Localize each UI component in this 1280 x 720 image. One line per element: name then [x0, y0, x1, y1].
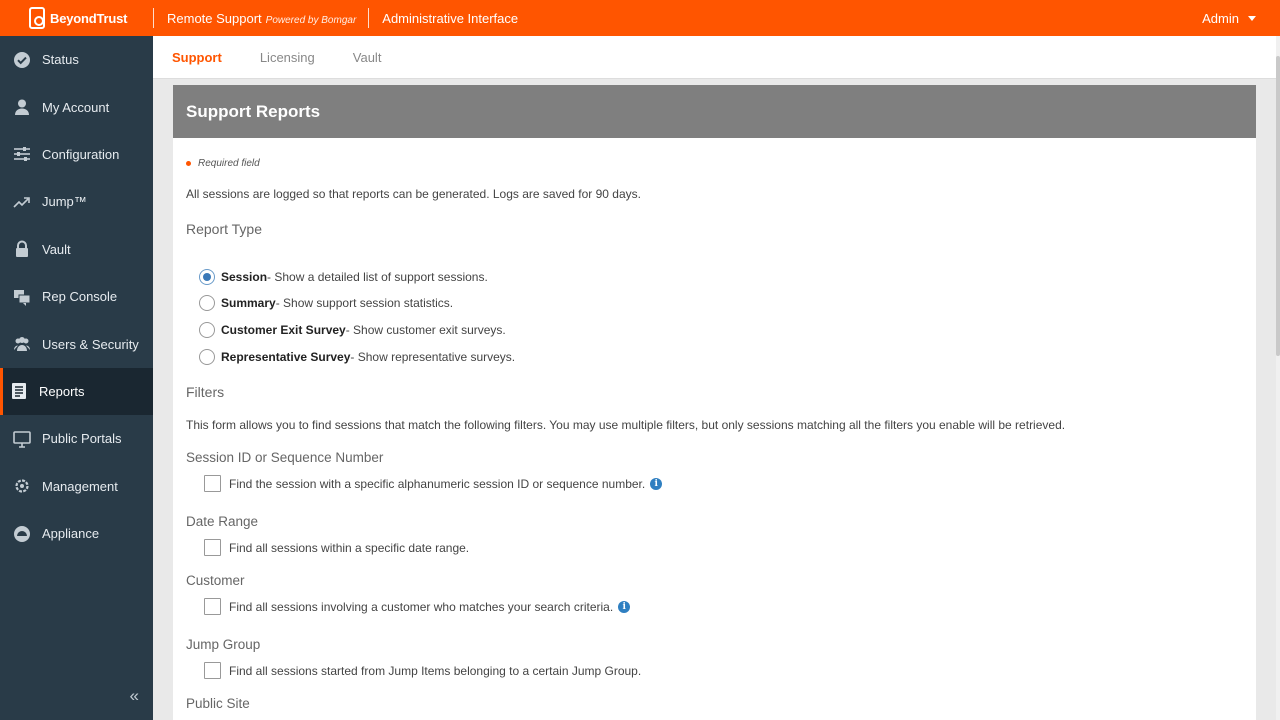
appliance-icon: [13, 525, 31, 543]
sidebar-item-label: Users & Security: [42, 336, 139, 352]
report-type-name: Representative Survey: [221, 350, 351, 364]
report-type-customer-exit-survey[interactable]: [199, 322, 506, 338]
sidebar-item-label: Reports: [39, 383, 85, 399]
filter-heading-date-range: Date Range: [186, 514, 259, 529]
filter-heading-jump-group: Jump Group: [186, 637, 261, 652]
radio-summary[interactable]: [199, 295, 215, 311]
sidebar-item-public-portals[interactable]: [0, 415, 153, 462]
required-dot-icon: [186, 161, 191, 166]
sidebar-item-users-security[interactable]: [0, 320, 153, 367]
filter-label: Find all sessions involving a customer who matches your search criteria.: [229, 599, 614, 614]
sidebar-item-label: Rep Console: [42, 289, 118, 305]
filters-heading: Filters: [186, 384, 225, 400]
report-type-name: Session: [221, 270, 268, 284]
required-note-text: Required field: [198, 158, 260, 169]
sidebar: [0, 36, 153, 720]
report-type-desc: - Show a detailed list of support sessions.: [267, 270, 488, 284]
filter-label: Find all sessions within a specific date range.: [229, 540, 470, 555]
caret-down-icon: [1248, 16, 1256, 21]
filter-customer[interactable]: [204, 598, 630, 615]
trend-arrow-icon: [13, 193, 31, 211]
gear-icon: [13, 477, 31, 495]
sidebar-item-label: Status: [42, 52, 79, 68]
checkbox-jump-group[interactable]: [204, 662, 221, 679]
page-scrollbar[interactable]: [1276, 36, 1280, 720]
sidebar-item-label: Management: [42, 478, 118, 494]
panel-title: Support Reports: [173, 85, 1256, 138]
filter-label: Find all sessions started from Jump Items belonging to a certain Jump Group.: [229, 663, 642, 678]
filter-date-range[interactable]: [204, 539, 469, 556]
brand-name: BeyondTrust: [50, 10, 128, 26]
user-name: Admin: [1202, 10, 1239, 26]
report-type-summary[interactable]: [199, 295, 453, 311]
info-icon[interactable]: i: [650, 478, 662, 490]
filter-heading-session-id: Session ID or Sequence Number: [186, 450, 384, 465]
report-type-desc: - Show customer exit surveys.: [345, 323, 506, 337]
users-icon: [13, 335, 31, 353]
sliders-icon: [13, 145, 31, 163]
sidebar-item-label: Public Portals: [42, 431, 122, 447]
report-type-desc: - Show representative surveys.: [350, 350, 516, 364]
monitor-icon: [13, 430, 31, 448]
beyondtrust-logo-icon: [29, 7, 45, 29]
intro-text: All sessions are logged so that reports can be generated. Logs are saved for 90 days.: [186, 187, 641, 201]
sidebar-item-status[interactable]: [0, 36, 153, 83]
sidebar-item-appliance[interactable]: [0, 510, 153, 557]
report-icon: [10, 382, 28, 400]
sidebar-item-my-account[interactable]: [0, 83, 153, 130]
scroll-thumb[interactable]: [1276, 56, 1280, 356]
filter-label: Find the session with a specific alphanumeric session ID or sequence number.: [229, 476, 646, 491]
interface-name: Administrative Interface: [382, 10, 519, 26]
radio-session[interactable]: [199, 269, 215, 285]
report-type-name: Customer Exit Survey: [221, 323, 346, 337]
brand-logo[interactable]: [0, 0, 153, 36]
product-label: Remote Support: [167, 10, 262, 26]
support-reports-panel: [173, 85, 1256, 720]
collapse-sidebar-icon[interactable]: «: [129, 686, 139, 705]
lock-icon: [13, 240, 31, 258]
sidebar-item-label: Jump™: [42, 194, 87, 210]
sidebar-item-reports[interactable]: [0, 368, 153, 415]
filter-jump-group[interactable]: [204, 662, 641, 679]
tab-support[interactable]: Support: [172, 49, 222, 65]
report-type-session[interactable]: [199, 269, 488, 285]
checkbox-session-id[interactable]: [204, 475, 221, 492]
user-icon: [13, 98, 31, 116]
sidebar-item-jump[interactable]: [0, 178, 153, 225]
check-circle-icon: [13, 51, 31, 69]
checkbox-customer[interactable]: [204, 598, 221, 615]
sidebar-item-vault[interactable]: [0, 226, 153, 273]
report-type-desc: - Show support session statistics.: [275, 296, 454, 310]
checkbox-date-range[interactable]: [204, 539, 221, 556]
report-type-representative-survey[interactable]: [199, 349, 515, 365]
required-note: [186, 158, 260, 169]
radio-representative-survey[interactable]: [199, 349, 215, 365]
info-icon[interactable]: i: [618, 601, 630, 613]
sub-tabs: [153, 36, 1277, 79]
sidebar-item-label: Appliance: [42, 526, 100, 542]
report-type-name: Summary: [221, 296, 276, 310]
powered-by: Powered by Bomgar: [265, 14, 357, 26]
filters-intro: This form allows you to find sessions that match the following filters. You may use multiple filters, but only sessions matching all the filters you enable will be retrieved.: [186, 418, 1066, 432]
sidebar-item-configuration[interactable]: [0, 131, 153, 178]
filter-heading-customer: Customer: [186, 573, 245, 588]
product-name: [154, 11, 368, 26]
tab-licensing[interactable]: Licensing: [259, 49, 315, 65]
chat-icon: [13, 288, 31, 306]
radio-customer-exit-survey[interactable]: [199, 322, 215, 338]
tab-vault[interactable]: Vault: [352, 49, 382, 65]
user-menu[interactable]: [1202, 0, 1256, 36]
sidebar-item-label: Vault: [42, 241, 71, 257]
filter-heading-public-site: Public Site: [186, 696, 250, 711]
sidebar-item-rep-console[interactable]: [0, 273, 153, 320]
sidebar-item-management[interactable]: [0, 463, 153, 510]
sidebar-item-label: Configuration: [42, 146, 120, 162]
filter-session-id[interactable]: [204, 475, 662, 492]
top-bar: [0, 0, 1280, 36]
report-type-heading: Report Type: [186, 221, 263, 237]
sidebar-item-label: My Account: [42, 99, 110, 115]
